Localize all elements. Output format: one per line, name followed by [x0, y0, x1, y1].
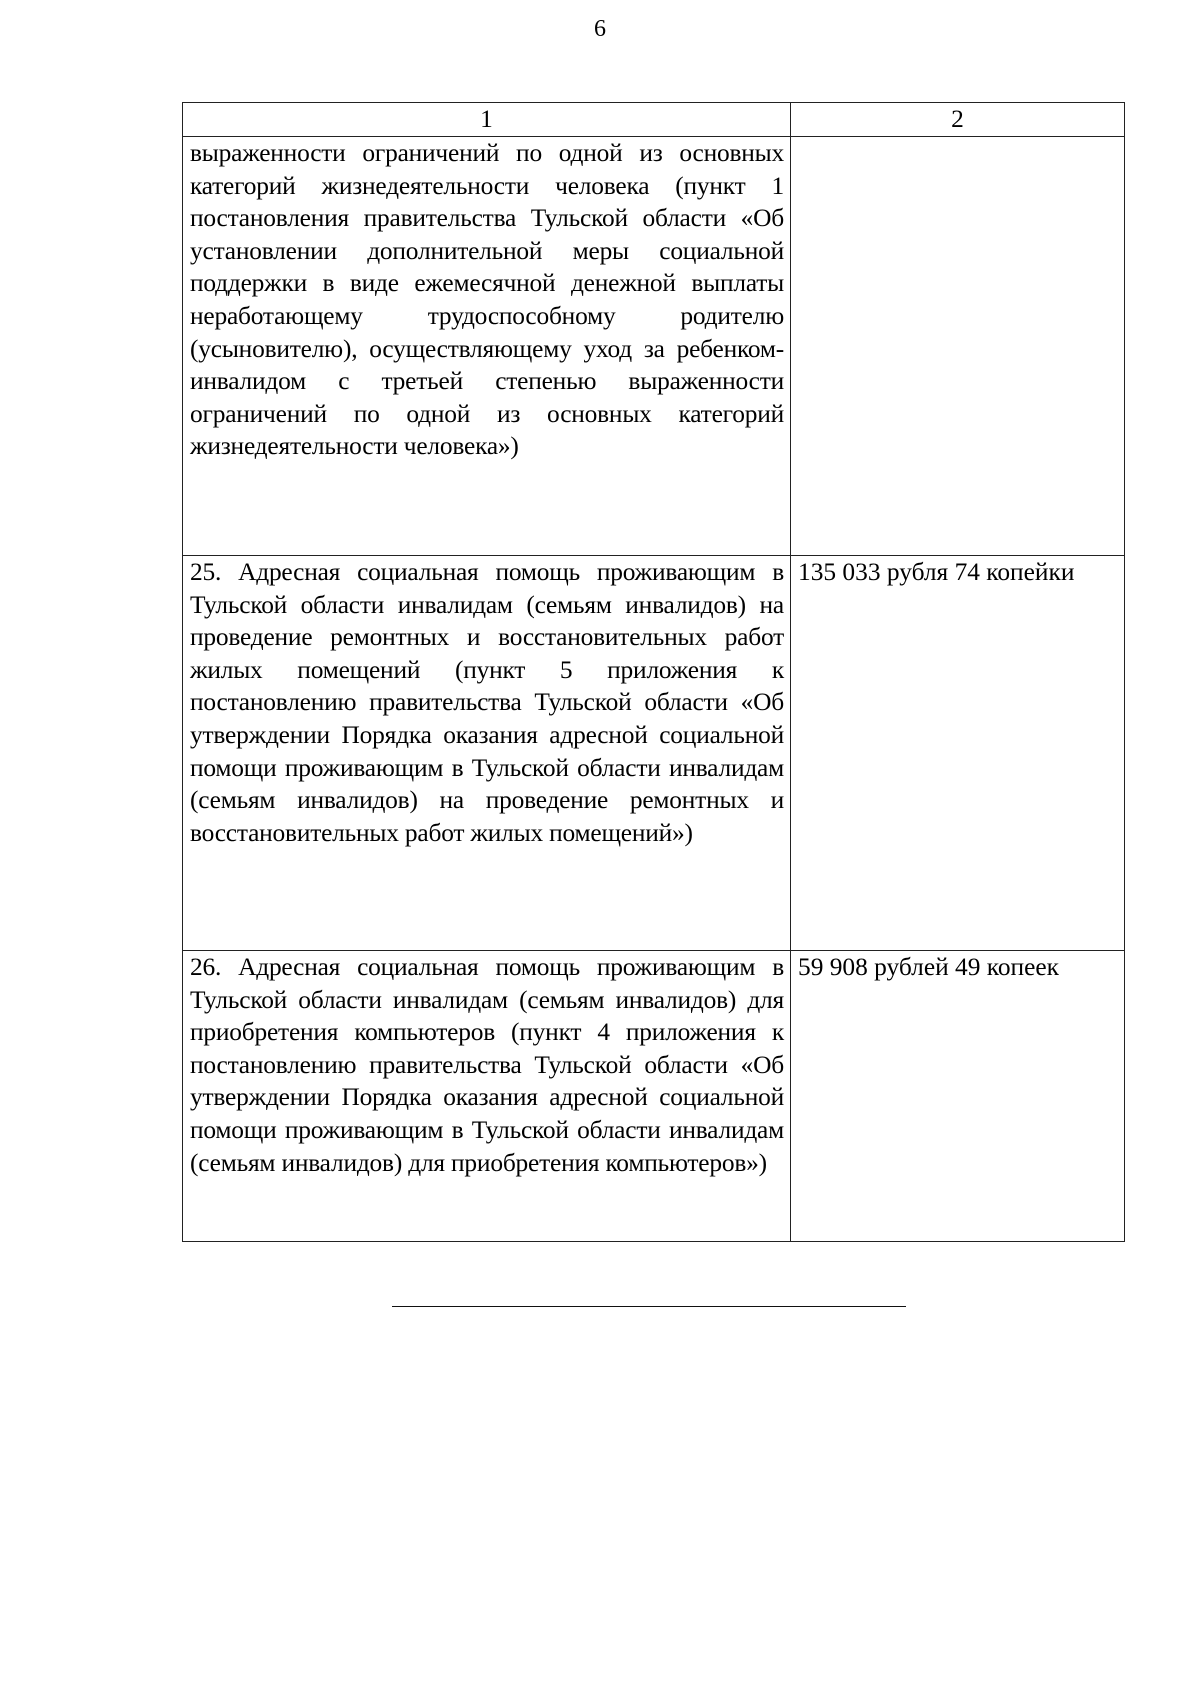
table-row — [183, 951, 1125, 1242]
row-description: выраженности ограничений по одной из основных категорий жизнедеятельности человека (пункт 1 постановления правительства Тульской области «Об установлении дополнительной меры социальной поддержки в виде ежемесячной денежной выплаты неработающему трудоспособному родителю (усыновителю), осуществляющему уход за ребенком-инвалидом с третьей степенью выраженности ограничений по одной из основных категорий жизнедеятельности человека») — [183, 137, 791, 556]
table-row — [183, 137, 1125, 556]
column-header-2: 2 — [791, 103, 1125, 137]
end-of-document-rule — [392, 1306, 906, 1307]
row-description: 26. Адресная социальная помощь проживающим в Тульской области инвалидам (семьям инвалидов) для приобретения компьютеров (пункт 4 приложения к постановлению правительства Тульской области «Об утверждении Порядка оказания адресной социальной помощи проживающим в Тульской области инвалидам (семьям инвалидов) для приобретения компьютеров») — [183, 951, 791, 1242]
row-description: 25. Адресная социальная помощь проживающим в Тульской области инвалидам (семьям инвалидов) на проведение ремонтных и восстановительных работ жилых помещений (пункт 5 приложения к постановлению правительства Тульской области «Об утверждении Порядка оказания адресной социальной помощи проживающим в Тульской области инвалидам (семьям инвалидов) на проведение ремонтных и восстановительных работ жилых помещений») — [183, 556, 791, 951]
row-amount: 59 908 рублей 49 копеек — [791, 951, 1125, 1242]
benefits-table — [182, 102, 1125, 1242]
table-header-row — [183, 103, 1125, 137]
row-amount — [791, 137, 1125, 556]
column-header-1: 1 — [183, 103, 791, 137]
page-number: 6 — [594, 16, 606, 42]
row-amount: 135 033 рубля 74 копейки — [791, 556, 1125, 951]
table-row — [183, 556, 1125, 951]
